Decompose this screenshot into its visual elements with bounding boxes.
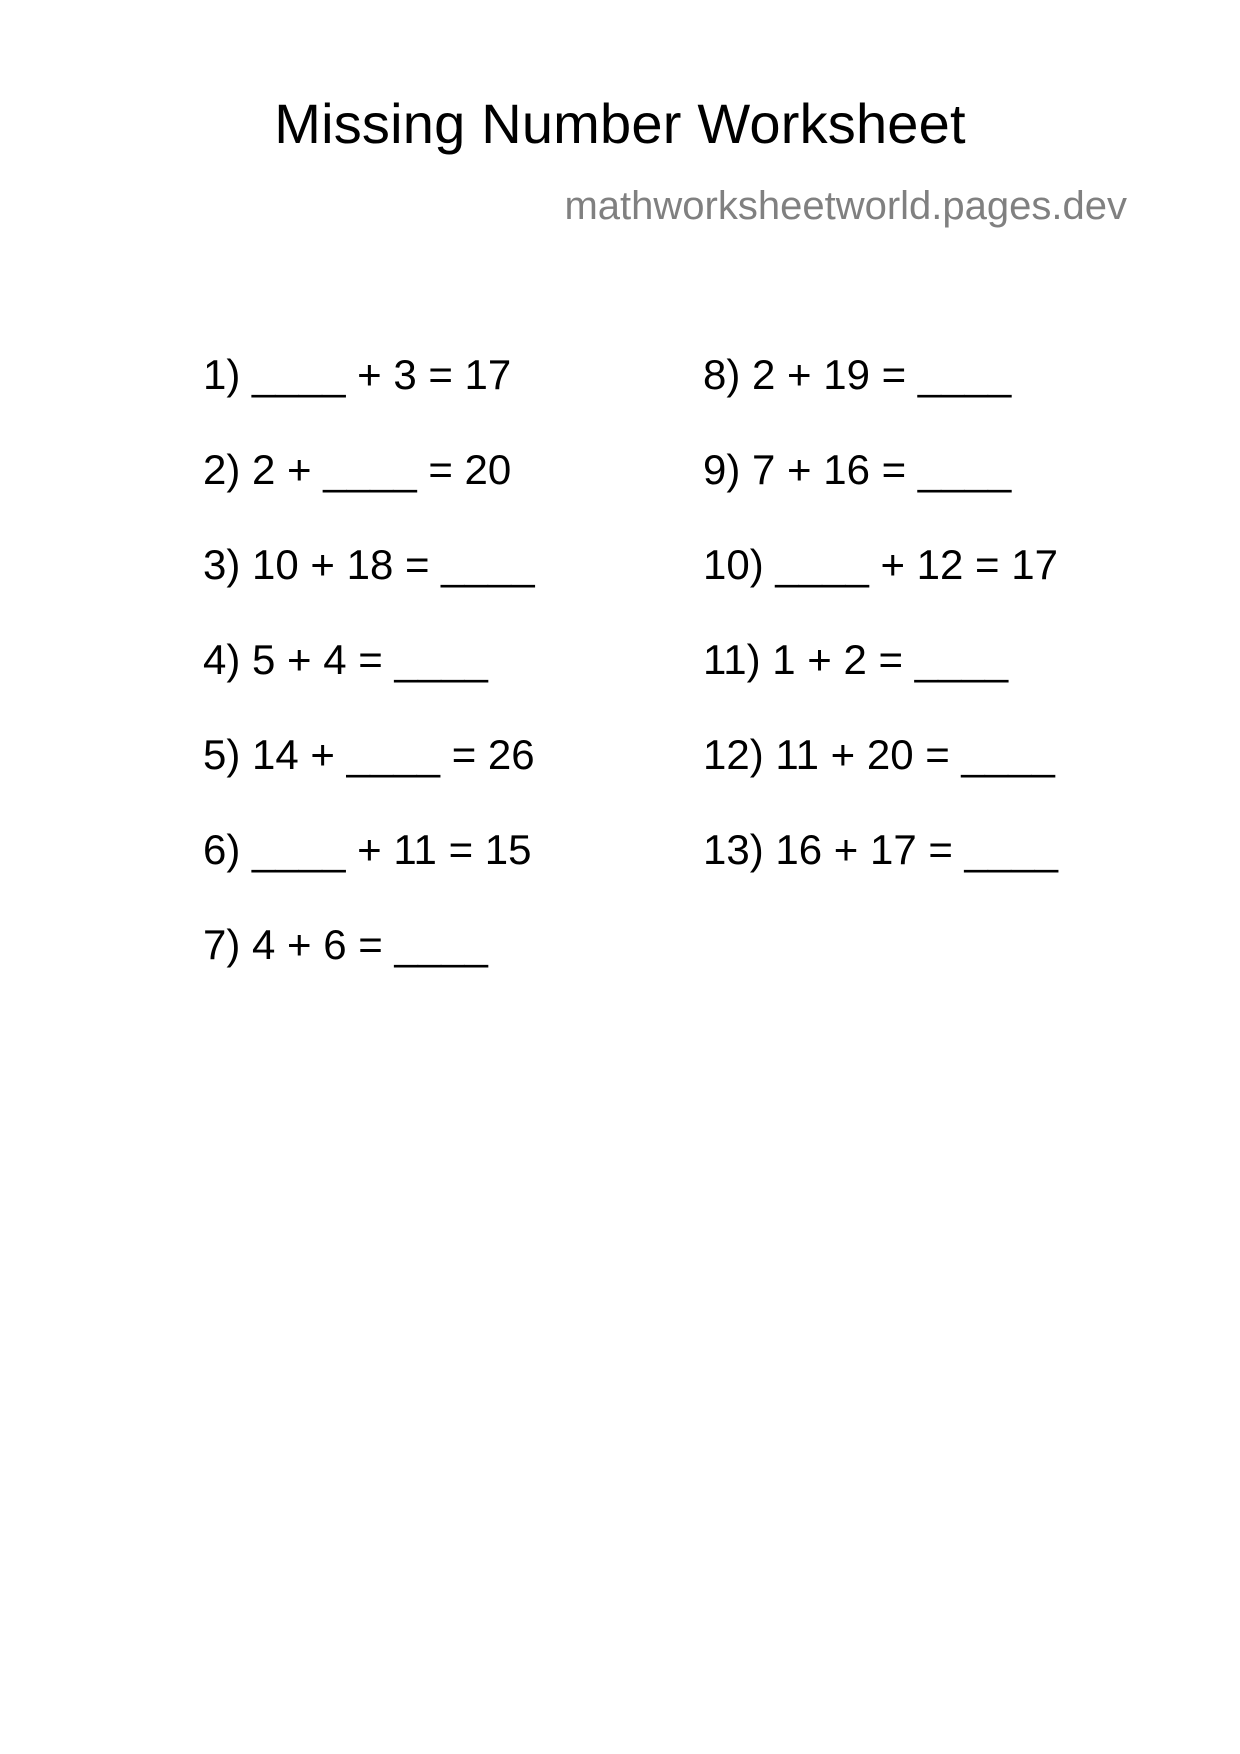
problem-5: 5) 14 + ____ = 26 xyxy=(203,731,535,778)
problem-6: 6) ____ + 11 = 15 xyxy=(203,826,532,873)
problem-1: 1) ____ + 3 = 17 xyxy=(203,351,512,398)
problem-10: 10) ____ + 12 = 17 xyxy=(703,541,1058,588)
problem-2: 2) 2 + ____ = 20 xyxy=(203,446,512,493)
problem-12: 12) 11 + 20 = ____ xyxy=(703,731,1055,778)
problem-7: 7) 4 + 6 = ____ xyxy=(203,921,488,968)
problem-8: 8) 2 + 19 = ____ xyxy=(703,351,1012,398)
problem-4: 4) 5 + 4 = ____ xyxy=(203,636,488,683)
problem-column-left xyxy=(203,351,535,1019)
source-url: mathworksheetworld.pages.dev xyxy=(564,184,1127,228)
problem-3: 3) 10 + 18 = ____ xyxy=(203,541,535,588)
problem-9: 9) 7 + 16 = ____ xyxy=(703,446,1012,493)
problem-column-right xyxy=(703,351,1058,924)
page-title: Missing Number Worksheet xyxy=(274,92,966,155)
problem-11: 11) 1 + 2 = ____ xyxy=(703,636,1009,683)
problem-13: 13) 16 + 17 = ____ xyxy=(703,826,1058,873)
